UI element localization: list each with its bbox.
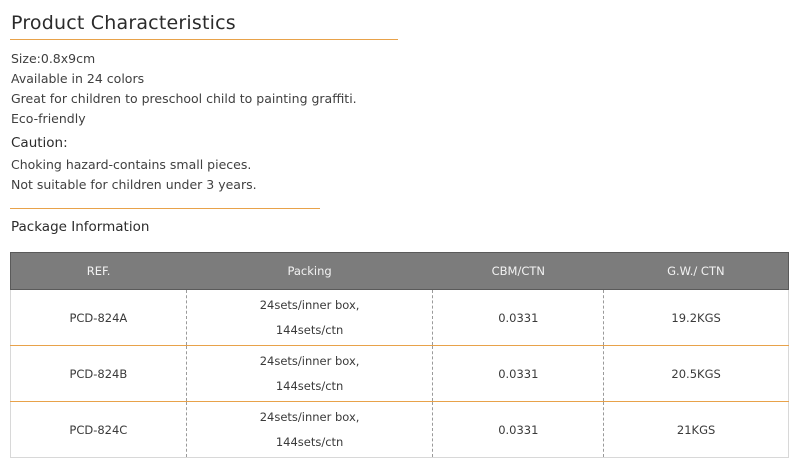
cell-gw: 21KGS	[604, 402, 789, 458]
table-row	[11, 402, 789, 458]
table-row	[11, 346, 789, 402]
spec-usage: Great for children to preschool child to painting graffiti.	[11, 91, 357, 106]
cell-packing	[186, 290, 433, 346]
packing-line: 24sets/inner box,	[259, 409, 360, 424]
title-divider	[10, 39, 398, 40]
spec-size: Size:0.8x9cm	[11, 51, 96, 66]
package-table	[10, 252, 789, 458]
caution-line: Not suitable for children under 3 years.	[11, 177, 257, 192]
header-packing: Packing	[186, 253, 433, 290]
spec-eco: Eco-friendly	[11, 111, 86, 126]
table-header-row	[11, 253, 789, 290]
packing-line: 24sets/inner box,	[259, 353, 360, 368]
cell-gw: 19.2KGS	[604, 290, 789, 346]
caution-line: Choking hazard-contains small pieces.	[11, 157, 252, 172]
packing-line: 144sets/ctn	[275, 434, 344, 449]
cell-packing	[186, 346, 433, 402]
cell-gw: 20.5KGS	[604, 346, 789, 402]
cell-ref: PCD-824A	[11, 290, 187, 346]
packing-line: 144sets/ctn	[275, 322, 344, 337]
header-ref: REF.	[11, 253, 187, 290]
cell-packing	[186, 402, 433, 458]
header-cbm: CBM/CTN	[433, 253, 604, 290]
cell-cbm: 0.0331	[433, 402, 604, 458]
cell-ref: PCD-824B	[11, 346, 187, 402]
caution-text	[11, 155, 257, 195]
page-title: Product Characteristics	[11, 12, 236, 34]
cell-ref: PCD-824C	[11, 402, 187, 458]
caution-heading: Caution:	[11, 135, 68, 151]
product-specs	[11, 49, 357, 129]
cell-cbm: 0.0331	[433, 290, 604, 346]
table-row	[11, 290, 789, 346]
package-divider	[10, 208, 320, 209]
packing-line: 144sets/ctn	[275, 378, 344, 393]
spec-colors: Available in 24 colors	[11, 71, 145, 86]
cell-cbm: 0.0331	[433, 346, 604, 402]
packing-line: 24sets/inner box,	[259, 297, 360, 312]
header-gw: G.W./ CTN	[604, 253, 789, 290]
package-heading: Package Information	[11, 219, 150, 235]
